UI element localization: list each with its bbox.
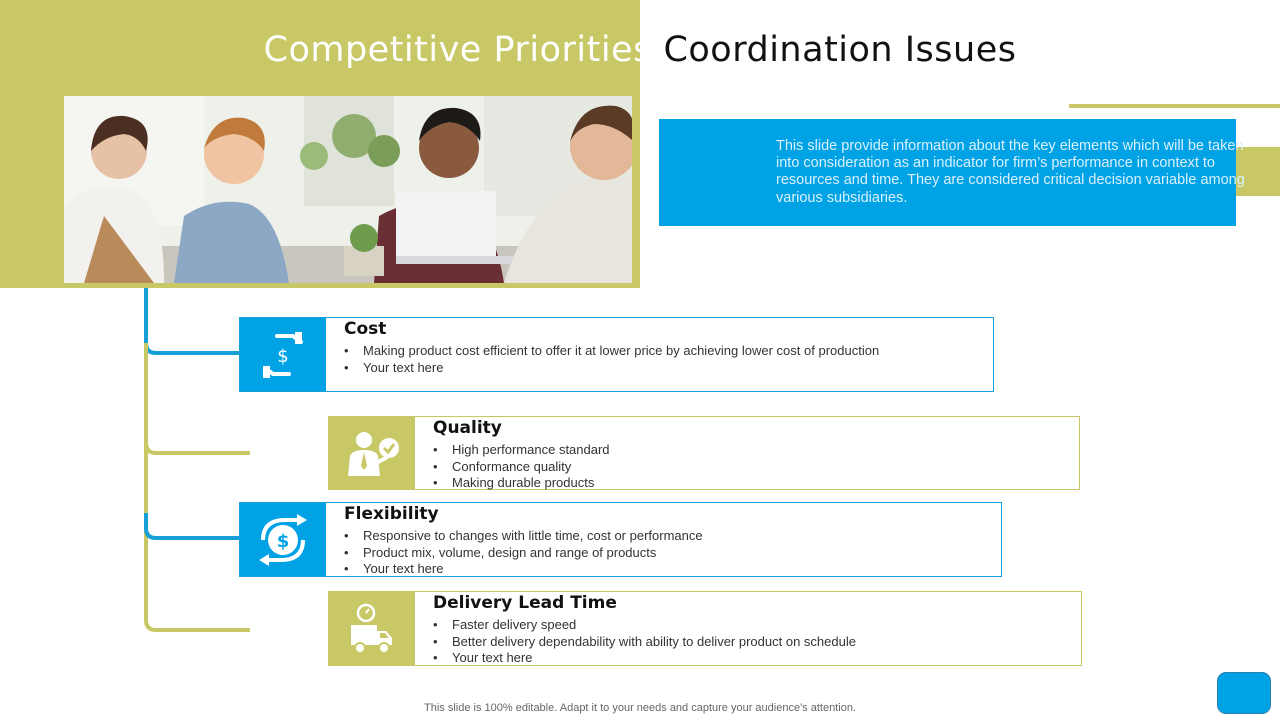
cost-icon-panel	[240, 318, 326, 391]
cost-bullet-2: • Your text here	[344, 360, 879, 377]
page-title	[0, 30, 1280, 70]
title-part-light: Competitive Priorities	[263, 30, 652, 70]
quality-bullet-2: • Conformance quality	[433, 459, 610, 476]
title-part-dark: Coordination Issues	[663, 30, 1017, 70]
flexibility-bullets	[344, 528, 703, 578]
corner-button[interactable]	[1217, 672, 1271, 714]
description-text: This slide provide information about the key elements which will be taken into consideration as an indicator for firm’s performance in context to resources and time. They are considered critical decision variable among various subsidiaries.	[776, 138, 1245, 206]
delivery-bullet-3: • Your text here	[433, 650, 856, 667]
flexibility-bullet-2: • Product mix, volume, design and range of products	[344, 545, 703, 562]
money-hands-icon	[263, 332, 303, 378]
delivery-bullets	[433, 617, 856, 667]
footer-note: This slide is 100% editable. Adapt it to your needs and capture your audience's attention.	[424, 702, 856, 714]
priority-card-flexibility	[239, 502, 1002, 577]
svg-text:$: $	[276, 530, 290, 552]
delivery-bullet-2: • Better delivery dependability with ability to deliver product on schedule	[433, 634, 856, 651]
priority-card-delivery	[328, 591, 1082, 666]
cost-title: Cost	[344, 319, 387, 339]
delivery-truck-icon	[348, 603, 396, 655]
accent-line	[1069, 104, 1280, 108]
delivery-bullet-1: • Faster delivery speed	[433, 617, 856, 634]
quality-bullet-1: • High performance standard	[433, 442, 610, 459]
quality-bullets	[433, 442, 610, 492]
flexibility-bullet-1: • Responsive to changes with little time, cost or performance	[344, 528, 703, 545]
flexibility-title: Flexibility	[344, 504, 439, 524]
dollar-cycle-icon	[255, 512, 311, 568]
quality-icon-panel	[329, 417, 415, 489]
delivery-title: Delivery Lead Time	[433, 593, 617, 613]
priority-card-cost	[239, 317, 994, 392]
connector-lines	[140, 283, 250, 638]
svg-text:$: $	[277, 345, 289, 367]
quality-bullet-3: • Making durable products	[433, 475, 610, 492]
team-meeting-illustration	[64, 96, 632, 283]
flexibility-icon-panel	[240, 503, 326, 576]
cost-bullet-1: • Making product cost efficient to offer it at lower price by achieving lower cost of production	[344, 343, 879, 360]
delivery-icon-panel	[329, 592, 415, 665]
quality-title: Quality	[433, 418, 502, 438]
flexibility-bullet-3: • Your text here	[344, 561, 703, 578]
cost-bullets	[344, 343, 879, 376]
priority-card-quality	[328, 416, 1080, 490]
team-meeting-photo	[64, 96, 632, 283]
person-badge-icon	[344, 430, 400, 476]
